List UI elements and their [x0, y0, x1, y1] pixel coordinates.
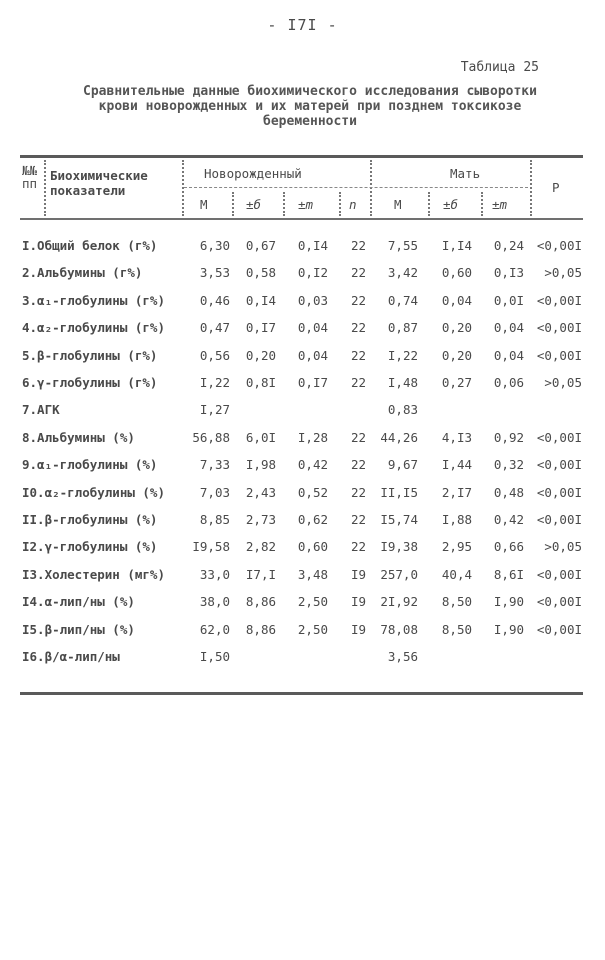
cell-mother-sd: 40,4: [441, 567, 472, 582]
cell-n: I9: [350, 594, 366, 609]
cell-p: <0,00I: [536, 238, 582, 253]
cell-mother-mean: 257,0: [380, 567, 418, 582]
header-num: №№ пп: [22, 163, 38, 191]
cell-p: >0,05: [544, 265, 582, 280]
col-separator: [481, 192, 483, 216]
cell-newborn-se: 0,60: [297, 539, 328, 554]
cell-mother-mean: 3,56: [387, 649, 418, 664]
table-label: Таблица 25: [460, 60, 539, 75]
col-separator: [428, 192, 430, 216]
cell-mother-mean: II,I5: [380, 485, 418, 500]
cell-newborn-mean: I,22: [199, 375, 230, 390]
cell-indicator: 2.Альбумины (г%): [22, 265, 143, 280]
cell-newborn-sd: 8,86: [245, 594, 276, 609]
cell-mother-sd: 0,60: [441, 265, 472, 280]
cell-mother-sd: 0,04: [441, 293, 472, 308]
cell-mother-sd: I,44: [441, 457, 472, 472]
title-line-2: крови новорожденных и их матерей при позднем токсикозе: [98, 99, 522, 114]
cell-n: 22: [350, 293, 366, 308]
cell-newborn-se: 0,52: [297, 485, 328, 500]
title-line-3: беременности: [263, 114, 357, 129]
cell-mother-se: 0,06: [493, 375, 524, 390]
cell-newborn-mean: 0,47: [199, 320, 230, 335]
col-separator: [339, 192, 341, 216]
cell-newborn-sd: I,98: [245, 457, 276, 472]
cell-n: 22: [350, 348, 366, 363]
header-bottom-rule: [20, 218, 583, 220]
col-separator: [283, 192, 285, 216]
cell-p: <0,00I: [536, 512, 582, 527]
cell-indicator: I2.γ-глобулины (%): [22, 539, 158, 554]
cell-p: <0,00I: [536, 594, 582, 609]
col-separator: [232, 192, 234, 216]
cell-newborn-se: 0,03: [297, 293, 328, 308]
cell-n: 22: [350, 320, 366, 335]
cell-mother-mean: 2I,92: [380, 594, 418, 609]
cell-p: <0,00I: [536, 348, 582, 363]
cell-newborn-sd: 0,I4: [245, 293, 276, 308]
header-newborn: Новорожденный: [204, 166, 302, 181]
cell-newborn-mean: 38,0: [199, 594, 230, 609]
cell-mother-mean: 78,08: [380, 622, 418, 637]
cell-n: I9: [350, 622, 366, 637]
cell-newborn-sd: 0,58: [245, 265, 276, 280]
header-mother: Мать: [450, 166, 481, 181]
cell-n: 22: [350, 238, 366, 253]
cell-p: <0,00I: [536, 457, 582, 472]
cell-mother-se: 0,48: [493, 485, 524, 500]
cell-mother-mean: 44,26: [380, 430, 418, 445]
cell-mother-sd: 8,50: [441, 594, 472, 609]
cell-mother-se: 0,42: [493, 512, 524, 527]
cell-indicator: I.Общий белок (г%): [22, 238, 158, 253]
title-line-1: Сравнительные данные биохимического исследования сыворотки: [83, 84, 537, 99]
cell-p: <0,00I: [536, 320, 582, 335]
cell-n: 22: [350, 430, 366, 445]
cell-newborn-se: 2,50: [297, 594, 328, 609]
cell-indicator: I0.α₂-глобулины (%): [22, 485, 165, 500]
cell-mother-mean: 0,74: [387, 293, 418, 308]
cell-newborn-sd: 0,I7: [245, 320, 276, 335]
cell-newborn-mean: 33,0: [199, 567, 230, 582]
cell-newborn-mean: 62,0: [199, 622, 230, 637]
cell-mother-se: 0,66: [493, 539, 524, 554]
cell-newborn-se: 0,I2: [297, 265, 328, 280]
cell-n: 22: [350, 485, 366, 500]
cell-mother-sd: 2,95: [441, 539, 472, 554]
cell-n: I9: [350, 567, 366, 582]
cell-mother-sd: 2,I7: [441, 485, 472, 500]
cell-mother-sd: 0,20: [441, 320, 472, 335]
cell-mother-sd: I,88: [441, 512, 472, 527]
cell-p: <0,00I: [536, 430, 582, 445]
cell-newborn-sd: 8,86: [245, 622, 276, 637]
cell-newborn-sd: 2,73: [245, 512, 276, 527]
cell-newborn-sd: 6,0I: [245, 430, 276, 445]
header-sub-rule: [184, 187, 528, 188]
cell-newborn-se: 0,I7: [297, 375, 328, 390]
header-sub-se-mother: ±m: [492, 197, 508, 212]
cell-mother-sd: 4,I3: [441, 430, 472, 445]
cell-indicator: 3.α₁-глобулины (г%): [22, 293, 165, 308]
table-title: [50, 84, 570, 129]
cell-newborn-mean: 0,56: [199, 348, 230, 363]
cell-newborn-mean: I9,58: [192, 539, 230, 554]
cell-mother-sd: 0,27: [441, 375, 472, 390]
cell-mother-mean: 0,83: [387, 402, 418, 417]
cell-p: >0,05: [544, 375, 582, 390]
cell-n: 22: [350, 265, 366, 280]
cell-newborn-mean: 6,30: [199, 238, 230, 253]
cell-mother-se: 0,32: [493, 457, 524, 472]
cell-mother-se: I,90: [493, 622, 524, 637]
cell-mother-mean: 0,87: [387, 320, 418, 335]
cell-mother-sd: 0,20: [441, 348, 472, 363]
cell-newborn-mean: 56,88: [192, 430, 230, 445]
cell-newborn-sd: I7,I: [245, 567, 276, 582]
header-sub-m-mother: М: [394, 197, 402, 212]
cell-indicator: I5.β-лип/ны (%): [22, 622, 135, 637]
cell-mother-mean: I,22: [387, 348, 418, 363]
cell-mother-sd: I,I4: [441, 238, 472, 253]
header-sub-se: ±m: [298, 197, 314, 212]
col-separator: [182, 160, 184, 216]
col-separator: [370, 160, 372, 216]
cell-n: 22: [350, 539, 366, 554]
cell-n: 22: [350, 375, 366, 390]
cell-p: <0,00I: [536, 293, 582, 308]
col-separator: [44, 160, 46, 216]
cell-newborn-mean: I,50: [199, 649, 230, 664]
cell-newborn-mean: 0,46: [199, 293, 230, 308]
table-bottom-rule: [20, 692, 583, 695]
cell-p: <0,00I: [536, 622, 582, 637]
header-sub-m: М: [200, 197, 208, 212]
header-sub-sd: ±б: [246, 197, 262, 212]
cell-indicator: 6.γ-глобулины (г%): [22, 375, 158, 390]
cell-newborn-sd: 2,43: [245, 485, 276, 500]
cell-indicator: 5.β-глобулины (г%): [22, 348, 158, 363]
cell-newborn-se: 0,I4: [297, 238, 328, 253]
cell-indicator: II.β-глобулины (%): [22, 512, 158, 527]
page-number: - I7I -: [267, 16, 338, 34]
cell-p: <0,00I: [536, 485, 582, 500]
cell-indicator: 7.АГК: [22, 402, 60, 417]
cell-indicator: I4.α-лип/ны (%): [22, 594, 135, 609]
cell-indicator: 9.α₁-глобулины (%): [22, 457, 158, 472]
cell-newborn-se: I,28: [297, 430, 328, 445]
cell-mother-se: 0,04: [493, 348, 524, 363]
cell-indicator: I3.Холестерин (мг%): [22, 567, 165, 582]
cell-indicator: I6.β/α-лип/ны: [22, 649, 120, 664]
cell-newborn-se: 0,62: [297, 512, 328, 527]
cell-mother-se: 8,6I: [493, 567, 524, 582]
cell-mother-se: 0,92: [493, 430, 524, 445]
cell-indicator: 8.Альбумины (%): [22, 430, 135, 445]
cell-newborn-mean: 8,85: [199, 512, 230, 527]
cell-newborn-se: 2,50: [297, 622, 328, 637]
cell-p: <0,00I: [536, 567, 582, 582]
cell-newborn-mean: 7,03: [199, 485, 230, 500]
cell-n: 22: [350, 457, 366, 472]
cell-newborn-sd: 0,8I: [245, 375, 276, 390]
cell-newborn-mean: 7,33: [199, 457, 230, 472]
cell-mother-mean: I,48: [387, 375, 418, 390]
cell-newborn-se: 3,48: [297, 567, 328, 582]
cell-mother-se: 0,0I: [493, 293, 524, 308]
cell-indicator: 4.α₂-глобулины (г%): [22, 320, 165, 335]
cell-mother-mean: 3,42: [387, 265, 418, 280]
cell-newborn-mean: I,27: [199, 402, 230, 417]
col-separator: [530, 160, 532, 216]
table-top-rule: [20, 155, 583, 158]
header-p: Р: [552, 180, 560, 195]
cell-mother-se: 0,04: [493, 320, 524, 335]
cell-newborn-sd: 0,20: [245, 348, 276, 363]
cell-mother-sd: 8,50: [441, 622, 472, 637]
cell-n: 22: [350, 512, 366, 527]
cell-mother-se: 0,I3: [493, 265, 524, 280]
cell-newborn-se: 0,42: [297, 457, 328, 472]
cell-mother-mean: 9,67: [387, 457, 418, 472]
cell-newborn-mean: 3,53: [199, 265, 230, 280]
cell-p: >0,05: [544, 539, 582, 554]
cell-mother-se: 0,24: [493, 238, 524, 253]
cell-mother-se: I,90: [493, 594, 524, 609]
header-indicator: Биохимические показатели: [50, 168, 148, 198]
cell-newborn-sd: 0,67: [245, 238, 276, 253]
cell-mother-mean: I5,74: [380, 512, 418, 527]
cell-newborn-se: 0,04: [297, 348, 328, 363]
cell-newborn-sd: 2,82: [245, 539, 276, 554]
cell-newborn-se: 0,04: [297, 320, 328, 335]
cell-mother-mean: I9,38: [380, 539, 418, 554]
header-sub-n: n: [349, 197, 357, 212]
cell-mother-mean: 7,55: [387, 238, 418, 253]
header-sub-sd-mother: ±б: [443, 197, 459, 212]
